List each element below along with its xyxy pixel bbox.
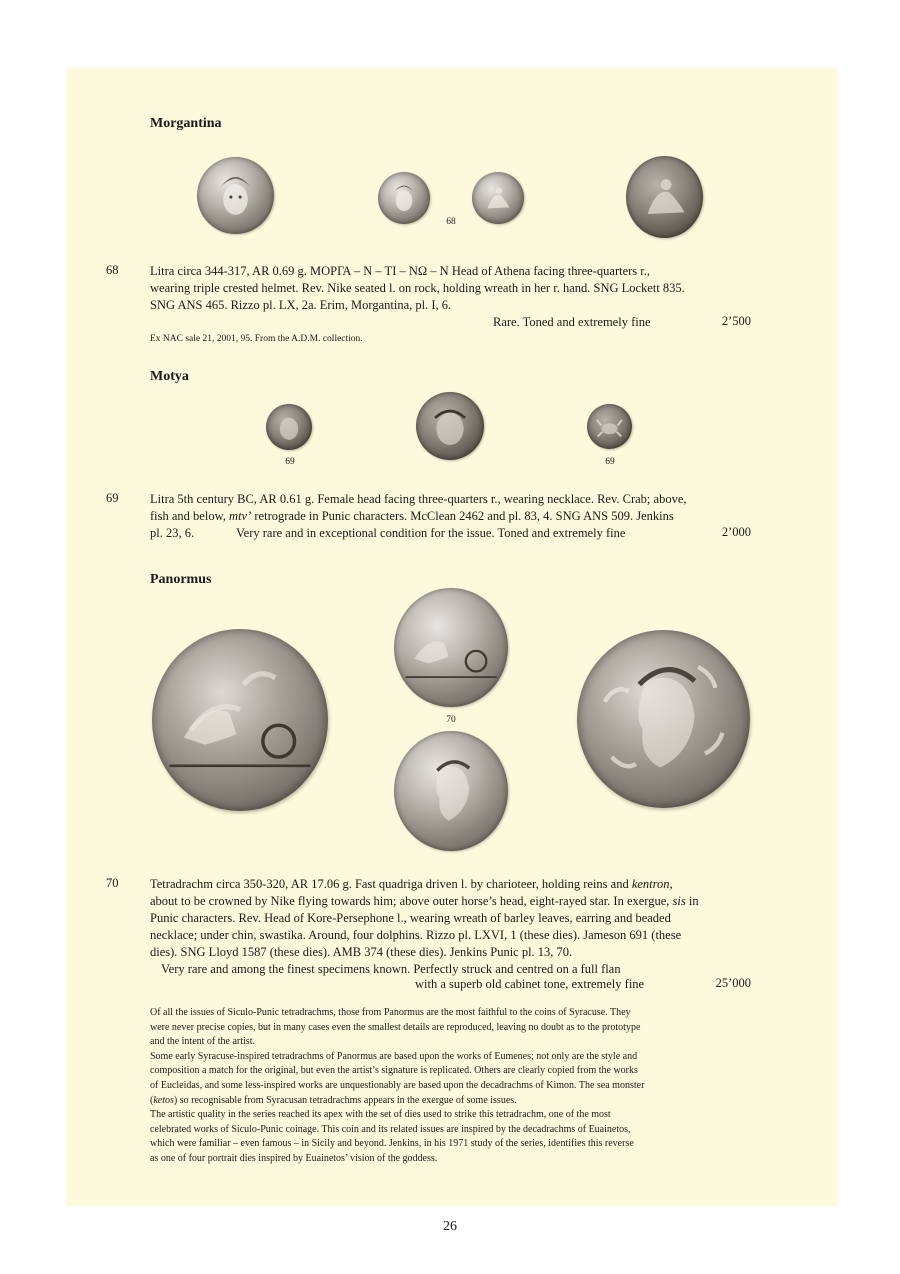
lot-number-69: 69: [106, 491, 119, 505]
description-text: in: [685, 894, 699, 908]
athena-facing-head-icon: [378, 172, 430, 224]
lot-70-grade-line2: with a superb old cabinet tone, extremely fine: [415, 977, 645, 991]
section-heading-motya: Motya: [150, 369, 189, 384]
lot-68-description: [150, 263, 751, 314]
commentary-line: Of all the issues of Siculo-Punic tetradrachms, those from Panormus are the most faithful to the coins of Syracuse. They: [150, 1007, 631, 1018]
description-line: Litra 5th century BC, AR 0.61 g. Female head facing three-quarters r., wearing necklace. Rev. Crab; above,: [150, 492, 687, 506]
lot-68-provenance: Ex NAC sale 21, 2001, 95. From the A.D.M. collection.: [150, 334, 363, 344]
description-text: fish and below,: [150, 509, 230, 523]
image-label-69-left: 69: [285, 457, 295, 467]
image-label-68: 68: [446, 217, 456, 227]
image-label-69-right: 69: [605, 457, 615, 467]
lot-69-estimate: 2’000: [721, 525, 751, 539]
description-text: ,: [669, 877, 673, 891]
coin-69-obverse-large: [416, 392, 484, 460]
commentary-line: of Eucleidas, and some less-inspired works are unquestionably are based upon the decadrachms of Kimon. The sea monster: [150, 1079, 645, 1091]
description-line: SNG ANS 465. Rizzo pl. LX, 2a. Erim, Morgantina, pl. I, 6.: [150, 298, 452, 312]
description-line: wearing triple crested helmet. Rev. Nike seated l. on rock, holding wreath in her r. hand. SNG Lockett 835.: [150, 281, 685, 295]
lot-68-estimate: 2’500: [721, 314, 751, 328]
italic-term: sis: [672, 894, 686, 908]
lot-69-reference: pl. 23, 6.: [150, 526, 195, 540]
section-heading-panormus: Panormus: [150, 572, 212, 587]
coin-70-obverse-large: [152, 629, 328, 811]
coin-68-reverse-large: [626, 156, 703, 238]
image-label-70: 70: [446, 715, 456, 725]
commentary-line: as one of four portrait dies inspired by Euainetos’ vision of the goddess.: [150, 1152, 438, 1164]
athena-facing-head-icon: [197, 157, 274, 234]
lot-70-grade-line1: Very rare and among the finest specimens known. Perfectly struck and centred on a full flan: [161, 962, 621, 976]
nike-seated-icon: [472, 172, 524, 224]
lot-70-commentary: [150, 1006, 751, 1167]
description-line: Litra circa 344-317, AR 0.69 g. ΜΟΡΓΑ – Ν – ΤΙ – ΝΩ – Ν Head of Athena facing three-quarters r.,: [150, 264, 650, 278]
commentary-line: Some early Syracuse-inspired tetradrachms of Panormus are based upon the works of Eumenes; not only are the style and: [150, 1050, 638, 1062]
coin-70-obverse: [394, 588, 508, 707]
commentary-text: ) so recognisable from Syracusan tetradrachms appears in the exergue of some issues.: [173, 1094, 517, 1106]
coin-70-reverse: [394, 731, 508, 851]
description-line: [150, 876, 751, 893]
section-heading-morgantina: Morgantina: [150, 116, 222, 131]
description-line: necklace; under chin, swastika. Around, four dolphins. Rizzo pl. LXVI, 1 (these dies). Jameson 691 (these: [150, 928, 682, 942]
crab-icon: [587, 404, 632, 449]
lot-number-68: 68: [106, 263, 119, 277]
punic-legend: mtv’: [229, 509, 252, 523]
coin-68-obverse-large: [197, 157, 274, 234]
kore-persephone-head-icon: [394, 731, 508, 851]
female-head-icon: [266, 404, 312, 450]
quadriga-icon: [152, 629, 328, 811]
lot-70-references-end: dies). SNG Lloyd 1587 (these dies). AMB 374 (these dies). Jenkins Punic pl. 13, 70.: [150, 945, 573, 959]
italic-term: ketos: [153, 1094, 174, 1106]
lot-69-grade: Very rare and in exceptional condition for the issue. Toned and extremely fine: [236, 526, 626, 540]
description-line: [150, 893, 751, 910]
nike-seated-icon: [626, 156, 703, 238]
lot-number-70: 70: [106, 876, 119, 890]
kore-persephone-head-icon: [577, 630, 750, 808]
description-text: about to be crowned by Nike flying towards him; above outer horse’s head, eight-rayed star. In exergue,: [150, 894, 673, 908]
description-line: Punic characters. Rev. Head of Kore-Persephone l., wearing wreath of barley leaves, earring and beaded: [150, 911, 671, 925]
description-text: Tetradrachm circa 350-320, AR 17.06 g. Fast quadriga driven l. by charioteer, holding reins and: [150, 877, 632, 891]
commentary-line: and the intent of the artist.: [150, 1036, 255, 1048]
female-head-icon: [416, 392, 484, 460]
coin-69-obverse: [266, 404, 312, 450]
commentary-line: composition a match for the original, but even the artist’s signature is replicated. Others are clearly copied from the works: [150, 1065, 638, 1077]
coin-69-reverse: [587, 404, 632, 449]
italic-term: kentron: [631, 877, 670, 891]
coin-70-reverse-large: [577, 630, 750, 808]
coin-68-obverse: [378, 172, 430, 224]
commentary-text: (: [150, 1094, 154, 1106]
lot-68-grade: Rare. Toned and extremely fine: [493, 315, 651, 329]
lot-69-description: [150, 491, 751, 525]
commentary-line: which were familiar – even famous – in Sicily and beyond. Jenkins, in his 1971 study of the series, identifies this reverse: [150, 1138, 634, 1150]
lot-70-description: [150, 876, 751, 944]
page-number: 26: [443, 1219, 457, 1234]
commentary-line: were never precise copies, but in many cases even the smallest details are reproduced, leaving no doubt as to the prototype: [150, 1021, 641, 1033]
coin-68-reverse: [472, 172, 524, 224]
commentary-line: [150, 1094, 751, 1109]
description-line: [150, 508, 751, 525]
commentary-line: The artistic quality in the series reached its apex with the set of dies used to strike this tetradrachm, one of the most: [150, 1109, 611, 1121]
commentary-line: celebrated works of Siculo-Punic coinage. This coin and its related issues are inspired by the decadrachms of Euainetos,: [150, 1123, 631, 1135]
quadriga-icon: [394, 588, 508, 707]
lot-70-estimate: 25’000: [715, 976, 751, 990]
description-text: retrograde in Punic characters. McClean 2462 and pl. 83, 4. SNG ANS 509. Jenkins: [251, 509, 674, 523]
